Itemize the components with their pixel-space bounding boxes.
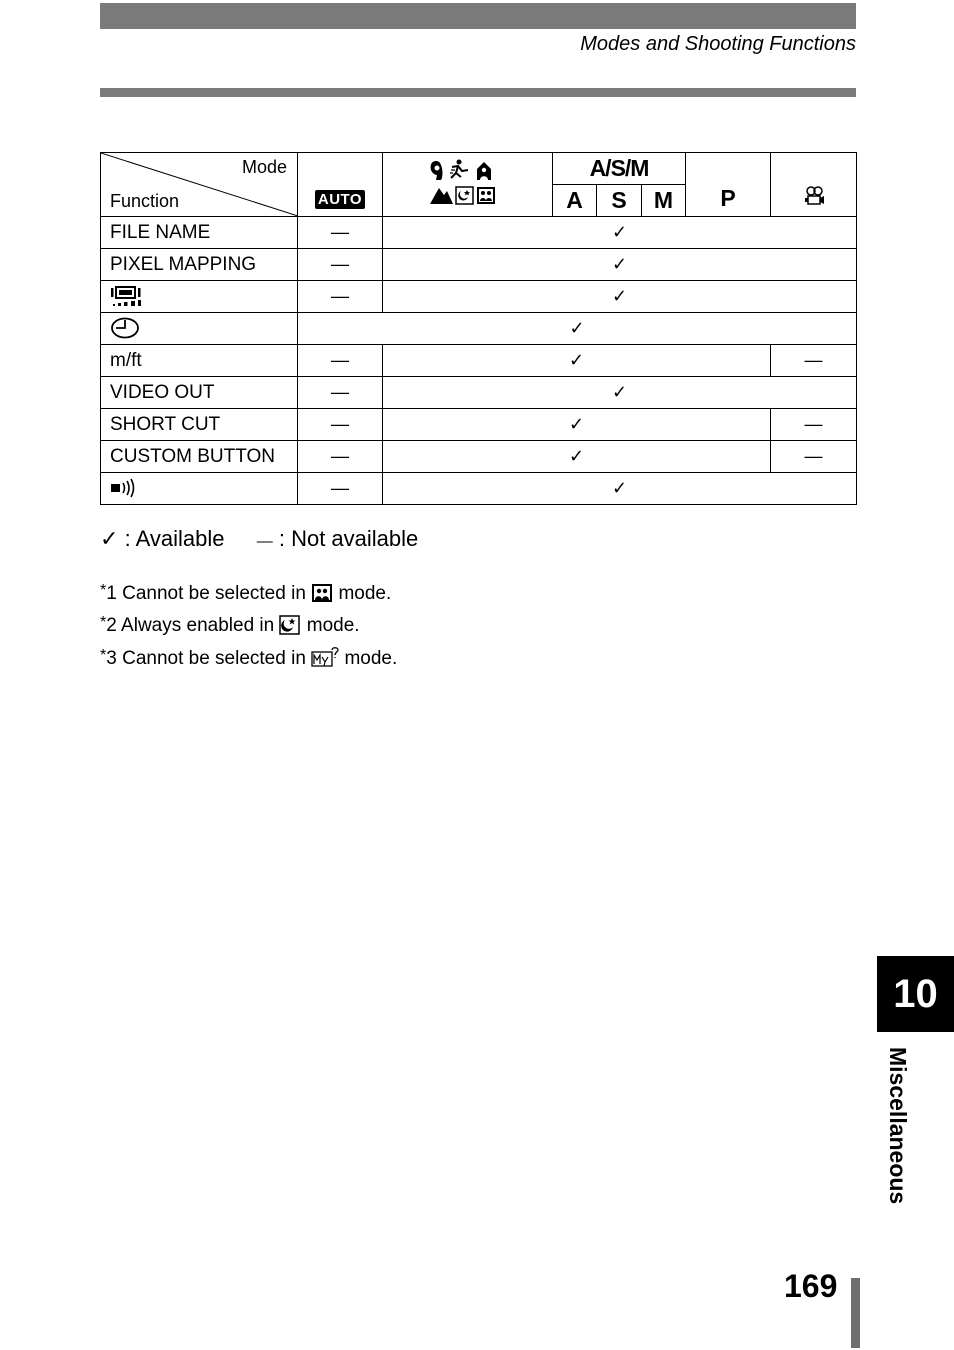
cell-auto: —	[298, 377, 383, 409]
col-p	[686, 153, 771, 217]
chapter-tab	[877, 956, 954, 1032]
monitor-brightness-icon	[110, 285, 142, 309]
cell-available: ✓	[383, 473, 857, 505]
col-a	[553, 185, 597, 217]
row-function-label: SHORT CUT	[101, 409, 298, 441]
table-row	[101, 217, 857, 249]
asm-label: A/S/M	[589, 155, 649, 181]
col-s	[597, 185, 642, 217]
cell-available: ✓	[298, 313, 857, 345]
footnote-2: *2 Always enabled in mode.	[100, 614, 360, 636]
movie-camera-icon	[803, 186, 825, 206]
table-row	[101, 441, 857, 473]
row-function-label: m/ft	[101, 345, 298, 377]
page-header-title: Modes and Shooting Functions	[580, 33, 856, 55]
cell-available: ✓	[383, 249, 857, 281]
row-function-icon-cell	[101, 473, 298, 505]
table-row	[101, 473, 857, 505]
row-function-label: VIDEO OUT	[101, 377, 298, 409]
cell-movie: —	[771, 345, 857, 377]
table-row	[101, 281, 857, 313]
chapter-label: Miscellaneous	[885, 1047, 911, 1205]
page-number: 169	[784, 1268, 838, 1304]
cell-available: ✓	[383, 441, 771, 473]
col-movie	[771, 153, 857, 217]
corner-mode-label: Mode	[241, 157, 287, 177]
cell-auto: —	[298, 281, 383, 313]
m-mode-label: M	[653, 187, 674, 213]
portrait-self-icon	[311, 583, 333, 603]
cell-available: ✓	[383, 281, 857, 313]
my-mode-icon	[311, 646, 339, 668]
chapter-number: 10	[893, 971, 938, 1016]
table-corner-cell	[101, 153, 298, 217]
beep-sound-icon	[110, 478, 138, 498]
cell-auto: —	[298, 217, 383, 249]
header-rule-bar	[100, 88, 856, 97]
cell-auto: —	[298, 249, 383, 281]
check-mark-icon: ✓	[100, 526, 119, 551]
col-m	[642, 185, 686, 217]
p-mode-label: P	[720, 185, 736, 211]
legend-not-available: : Not available	[278, 526, 419, 551]
cell-auto: —	[298, 473, 383, 505]
cell-available: ✓	[383, 409, 771, 441]
footnote-1: *1 Cannot be selected in mode.	[100, 582, 392, 604]
mode-function-table	[100, 152, 857, 505]
header-top-bar	[100, 3, 856, 29]
legend	[100, 526, 418, 552]
col-asm	[553, 153, 686, 185]
row-function-icon-cell	[101, 281, 298, 313]
col-auto	[298, 153, 383, 217]
clock-icon	[110, 317, 140, 339]
page-number-bar	[851, 1278, 860, 1348]
cell-available: ✓	[383, 377, 857, 409]
dash-mark-icon: —	[256, 533, 273, 550]
cell-movie: —	[771, 441, 857, 473]
row-function-label: FILE NAME	[101, 217, 298, 249]
cell-available: ✓	[383, 217, 857, 249]
night-scene-icon	[279, 615, 301, 635]
row-function-label: PIXEL MAPPING	[101, 249, 298, 281]
scene-modes-icon	[428, 158, 508, 206]
table-row	[101, 249, 857, 281]
auto-mode-icon: AUTO	[315, 190, 365, 209]
legend-available: : Available	[124, 526, 225, 551]
row-function-label: CUSTOM BUTTON	[101, 441, 298, 473]
cell-movie: —	[771, 409, 857, 441]
a-mode-label: A	[566, 187, 583, 213]
cell-available: ✓	[383, 345, 771, 377]
row-function-icon-cell	[101, 313, 298, 345]
table-row	[101, 345, 857, 377]
table-row	[101, 313, 857, 345]
col-scene-modes	[383, 153, 553, 217]
s-mode-label: S	[611, 187, 627, 213]
table-row	[101, 377, 857, 409]
cell-auto: —	[298, 345, 383, 377]
cell-auto: —	[298, 409, 383, 441]
footnote-3: *3 Cannot be selected in mode.	[100, 647, 398, 669]
table-row	[101, 409, 857, 441]
corner-function-label: Function	[110, 191, 180, 211]
cell-auto: —	[298, 441, 383, 473]
